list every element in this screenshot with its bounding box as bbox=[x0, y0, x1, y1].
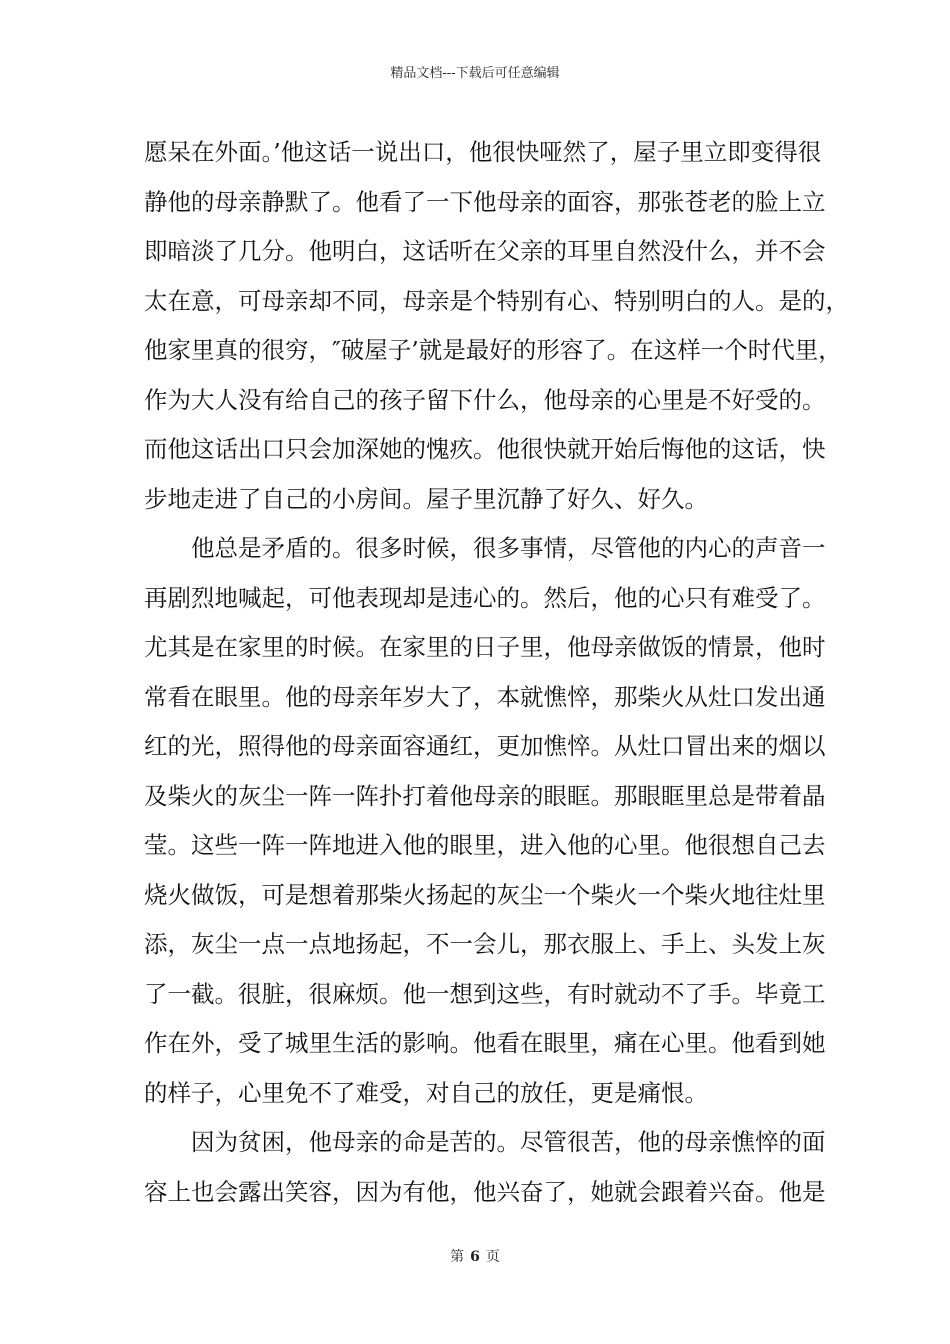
text-line: 再剧烈地喊起，可他表现却是违心的。然后，他的心只有难受了。 bbox=[144, 583, 826, 612]
text-line: 即暗淡了几分。他明白，这话听在父亲的耳里自然没什么，并不会 bbox=[144, 237, 826, 265]
text-line: 作为大人没有给自己的孩子留下什么，他母亲的心里是不好受的。 bbox=[144, 385, 826, 414]
text-line: 因为贫困，他母亲的命是苦的。尽管很苦，他的母亲憔悴的面 bbox=[144, 1128, 826, 1156]
text-line: 烧火做饭，可是想着那柴火扬起的灰尘一个柴火一个柴火地往灶里 bbox=[144, 880, 826, 909]
text-line: 及柴火的灰尘一阵一阵扑打着他母亲的眼眶。那眼眶里总是带着晶 bbox=[144, 781, 826, 810]
text-line: 太在意，可母亲却不同，母亲是个特别有心、特别明白的人。是的， bbox=[144, 286, 849, 315]
page-label-prefix: 第 bbox=[450, 1249, 465, 1265]
text-line: 容上也会露出笑容，因为有他，他兴奋了，她就会跟着兴奋。他是 bbox=[144, 1177, 826, 1206]
page-footer bbox=[0, 1248, 950, 1266]
text-line: 的样子，心里免不了难受，对自己的放任，更是痛恨。 bbox=[144, 1078, 708, 1107]
text-line: 了一截。很脏，很麻烦。他一想到这些，有时就动不了手。毕竟工 bbox=[144, 979, 826, 1008]
text-line: 步地走进了自己的小房间。屋子里沉静了好久、好久。 bbox=[144, 484, 708, 513]
text-line: 红的光，照得他的母亲面容通红，更加憔悴。从灶口冒出来的烟以 bbox=[144, 732, 826, 760]
page-number: 6 bbox=[470, 1249, 480, 1265]
text-line: 而他这话出口只会加深她的愧疚。他很快就开始后悔他的这话，快 bbox=[144, 435, 826, 463]
page-header: 精品文档---下载后可任意编辑 bbox=[390, 66, 560, 81]
text-line: 添，灰尘一点一点地扬起，不一会儿，那衣服上、手上、头发上灰 bbox=[144, 930, 826, 958]
text-line: 愿呆在外面。’他这话一说出口，他很快哑然了，屋子里立即变得很 bbox=[144, 138, 822, 166]
text-line: 常看在眼里。他的母亲年岁大了，本就憔悴，那柴火从灶口发出通 bbox=[144, 682, 826, 711]
text-line: 静他的母亲静默了。他看了一下他母亲的面容，那张苍老的脸上立 bbox=[144, 187, 826, 216]
text-line: 作在外，受了城里生活的影响。他看在眼里，痛在心里。他看到她 bbox=[144, 1029, 826, 1057]
text-line: 莹。这些一阵一阵地进入他的眼里，进入他的心里。他很想自己去 bbox=[144, 831, 826, 859]
text-line: 他家里真的很穷，″破屋子’就是最好的形容了。在这样一个时代里， bbox=[144, 336, 842, 364]
text-line: 尤其是在家里的时候。在家里的日子里，他母亲做饭的情景，他时 bbox=[144, 633, 826, 661]
body-text bbox=[144, 132, 849, 1221]
text-line: 他总是矛盾的。很多时候，很多事情，尽管他的内心的声音一 bbox=[144, 534, 826, 562]
page-label-suffix: 页 bbox=[485, 1249, 500, 1265]
